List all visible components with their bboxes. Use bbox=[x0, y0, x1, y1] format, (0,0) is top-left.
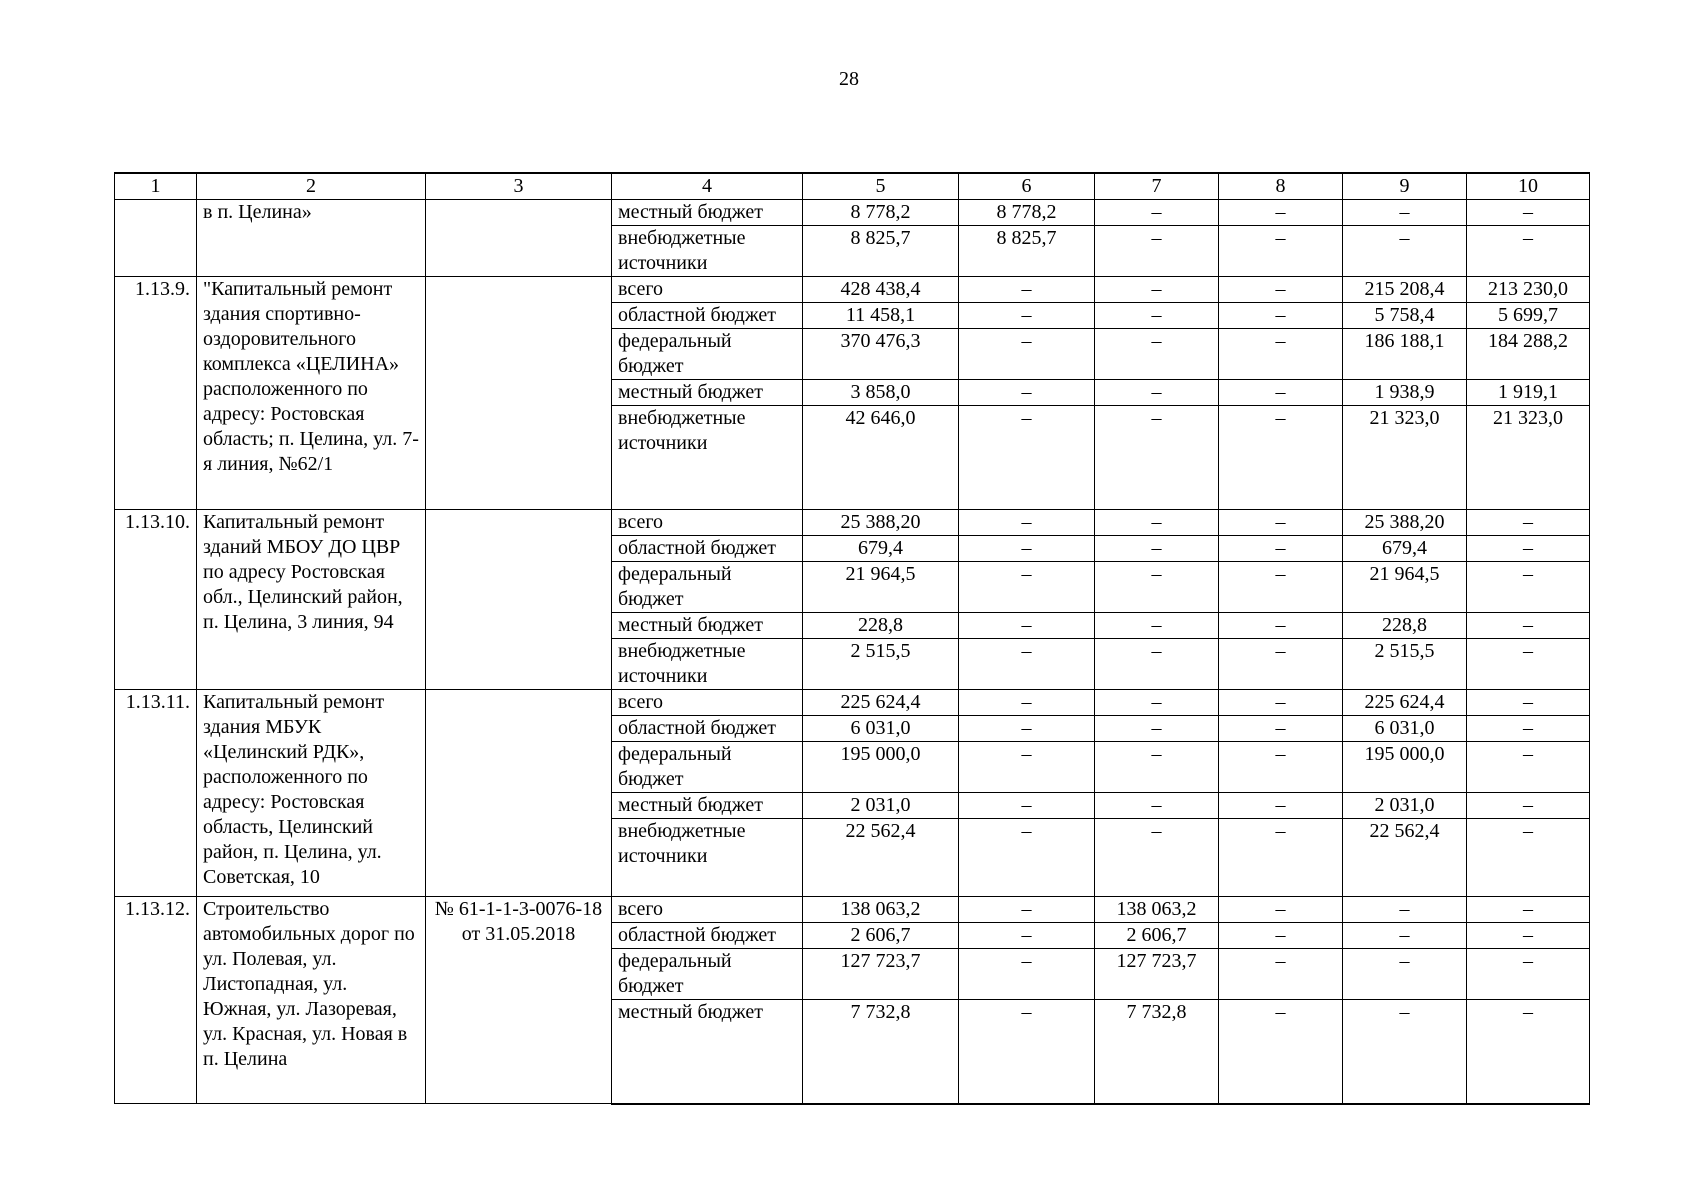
value-cell: 22 562,4 bbox=[1343, 819, 1467, 897]
value-cell: 2 515,5 bbox=[803, 639, 959, 690]
value-cell: – bbox=[1343, 897, 1467, 923]
source-cell: федеральный бюджет bbox=[612, 742, 803, 793]
value-cell: – bbox=[1219, 303, 1343, 329]
value-cell: 21 323,0 bbox=[1467, 406, 1590, 510]
value-cell: – bbox=[959, 277, 1095, 303]
value-cell: 370 476,3 bbox=[803, 329, 959, 380]
value-cell: 8 825,7 bbox=[803, 226, 959, 277]
value-cell: 2 606,7 bbox=[1095, 923, 1219, 949]
header-row bbox=[115, 173, 1590, 200]
item-code: 1.13.12. bbox=[115, 897, 197, 1104]
value-cell: – bbox=[1095, 716, 1219, 742]
source-cell: федеральный бюджет bbox=[612, 329, 803, 380]
value-cell: – bbox=[1219, 923, 1343, 949]
value-cell: – bbox=[1467, 716, 1590, 742]
item-name: Строительство автомобильных дорог по ул. Полевая, ул. Листопадная, ул. Южная, ул. Лазоревая, ул. Красная, ул. Новая в п. Целина bbox=[197, 897, 426, 1104]
value-cell: – bbox=[1219, 510, 1343, 536]
value-cell: – bbox=[1095, 406, 1219, 510]
item-name: в п. Целина» bbox=[197, 200, 426, 277]
value-cell: – bbox=[1219, 949, 1343, 1000]
value-cell: 11 458,1 bbox=[803, 303, 959, 329]
header-cell: 8 bbox=[1219, 173, 1343, 200]
value-cell: 7 732,8 bbox=[803, 1000, 959, 1104]
table-row bbox=[115, 897, 1590, 923]
table-row bbox=[115, 277, 1590, 303]
value-cell: – bbox=[1467, 226, 1590, 277]
source-cell: внебюджетные источники bbox=[612, 406, 803, 510]
value-cell: – bbox=[1467, 613, 1590, 639]
value-cell: – bbox=[959, 303, 1095, 329]
source-cell: всего bbox=[612, 510, 803, 536]
budget-table bbox=[114, 172, 1590, 1105]
value-cell: – bbox=[1095, 380, 1219, 406]
item-doc bbox=[426, 510, 612, 690]
value-cell: – bbox=[959, 897, 1095, 923]
table-row bbox=[115, 510, 1590, 536]
value-cell: – bbox=[959, 742, 1095, 793]
value-cell: – bbox=[959, 562, 1095, 613]
source-cell: всего bbox=[612, 277, 803, 303]
page-number: 28 bbox=[839, 68, 859, 90]
value-cell: – bbox=[959, 613, 1095, 639]
value-cell: – bbox=[1467, 510, 1590, 536]
value-cell: – bbox=[959, 380, 1095, 406]
value-cell: 6 031,0 bbox=[1343, 716, 1467, 742]
value-cell: – bbox=[959, 819, 1095, 897]
value-cell: 679,4 bbox=[803, 536, 959, 562]
source-cell: всего bbox=[612, 690, 803, 716]
value-cell: – bbox=[1219, 406, 1343, 510]
value-cell: – bbox=[1095, 742, 1219, 793]
item-doc bbox=[426, 690, 612, 897]
value-cell: 228,8 bbox=[803, 613, 959, 639]
value-cell: – bbox=[1219, 226, 1343, 277]
value-cell: – bbox=[1095, 329, 1219, 380]
value-cell: 184 288,2 bbox=[1467, 329, 1590, 380]
value-cell: – bbox=[1219, 277, 1343, 303]
value-cell: 2 515,5 bbox=[1343, 639, 1467, 690]
value-cell: 127 723,7 bbox=[803, 949, 959, 1000]
value-cell: – bbox=[959, 1000, 1095, 1104]
value-cell: – bbox=[1467, 562, 1590, 613]
value-cell: – bbox=[1467, 536, 1590, 562]
item-code: 1.13.9. bbox=[115, 277, 197, 510]
value-cell: 5 699,7 bbox=[1467, 303, 1590, 329]
value-cell: – bbox=[959, 639, 1095, 690]
source-cell: внебюджетные источники bbox=[612, 819, 803, 897]
value-cell: 8 778,2 bbox=[803, 200, 959, 226]
value-cell: – bbox=[959, 690, 1095, 716]
value-cell: 8 778,2 bbox=[959, 200, 1095, 226]
source-cell: местный бюджет bbox=[612, 380, 803, 406]
value-cell: – bbox=[1219, 380, 1343, 406]
value-cell: 138 063,2 bbox=[803, 897, 959, 923]
value-cell: – bbox=[1343, 200, 1467, 226]
header-cell: 5 bbox=[803, 173, 959, 200]
value-cell: 228,8 bbox=[1343, 613, 1467, 639]
item-code: 1.13.11. bbox=[115, 690, 197, 897]
source-cell: местный бюджет bbox=[612, 793, 803, 819]
value-cell: – bbox=[959, 329, 1095, 380]
value-cell: – bbox=[1467, 897, 1590, 923]
source-cell: внебюджетные источники bbox=[612, 639, 803, 690]
value-cell: – bbox=[1095, 226, 1219, 277]
item-name: Капитальный ремонт зданий МБОУ ДО ЦВР по адресу Ростовская обл., Целинский район, п. Целина, 3 линия, 94 bbox=[197, 510, 426, 690]
value-cell: – bbox=[959, 536, 1095, 562]
source-cell: областной бюджет bbox=[612, 923, 803, 949]
value-cell: – bbox=[959, 793, 1095, 819]
value-cell: 186 188,1 bbox=[1343, 329, 1467, 380]
value-cell: – bbox=[959, 716, 1095, 742]
value-cell: – bbox=[1219, 1000, 1343, 1104]
value-cell: 2 031,0 bbox=[803, 793, 959, 819]
value-cell: – bbox=[1343, 226, 1467, 277]
value-cell: 25 388,20 bbox=[1343, 510, 1467, 536]
item-doc bbox=[426, 277, 612, 510]
value-cell: – bbox=[1467, 690, 1590, 716]
value-cell: 195 000,0 bbox=[803, 742, 959, 793]
value-cell: 21 323,0 bbox=[1343, 406, 1467, 510]
table-row bbox=[115, 200, 1590, 226]
value-cell: 22 562,4 bbox=[803, 819, 959, 897]
value-cell: – bbox=[959, 923, 1095, 949]
value-cell: 25 388,20 bbox=[803, 510, 959, 536]
value-cell: – bbox=[959, 949, 1095, 1000]
value-cell: – bbox=[1095, 690, 1219, 716]
source-cell: внебюджетные источники bbox=[612, 226, 803, 277]
value-cell: 225 624,4 bbox=[803, 690, 959, 716]
item-doc bbox=[426, 200, 612, 277]
source-cell: областной бюджет bbox=[612, 536, 803, 562]
value-cell: – bbox=[1219, 536, 1343, 562]
source-cell: местный бюджет bbox=[612, 613, 803, 639]
value-cell: – bbox=[1343, 1000, 1467, 1104]
value-cell: 225 624,4 bbox=[1343, 690, 1467, 716]
item-code bbox=[115, 200, 197, 277]
header-cell: 9 bbox=[1343, 173, 1467, 200]
value-cell: – bbox=[1467, 793, 1590, 819]
value-cell: – bbox=[1095, 277, 1219, 303]
value-cell: 7 732,8 bbox=[1095, 1000, 1219, 1104]
value-cell: 21 964,5 bbox=[803, 562, 959, 613]
header-cell: 4 bbox=[612, 173, 803, 200]
value-cell: 1 919,1 bbox=[1467, 380, 1590, 406]
table-row bbox=[115, 690, 1590, 716]
value-cell: 138 063,2 bbox=[1095, 897, 1219, 923]
item-name: Капитальный ремонт здания МБУК «Целинский РДК», расположенного по адресу: Ростовская область, Целинский район, п. Целина, ул. Советская, 10 bbox=[197, 690, 426, 897]
item-doc: № 61-1-1-3-0076-18 от 31.05.2018 bbox=[426, 897, 612, 1104]
value-cell: 6 031,0 bbox=[803, 716, 959, 742]
value-cell: 679,4 bbox=[1343, 536, 1467, 562]
value-cell: – bbox=[1467, 200, 1590, 226]
value-cell: – bbox=[1219, 562, 1343, 613]
value-cell: – bbox=[1095, 510, 1219, 536]
value-cell: – bbox=[1219, 200, 1343, 226]
value-cell: – bbox=[1219, 819, 1343, 897]
value-cell: 213 230,0 bbox=[1467, 277, 1590, 303]
value-cell: – bbox=[1095, 793, 1219, 819]
header-cell: 3 bbox=[426, 173, 612, 200]
value-cell: – bbox=[1095, 536, 1219, 562]
value-cell: 2 031,0 bbox=[1343, 793, 1467, 819]
value-cell: – bbox=[959, 510, 1095, 536]
item-name: "Капитальный ремонт здания спортивно-оздоровительного комплекса «ЦЕЛИНА» расположенного по адресу: Ростовская область; п. Целина, ул. 7-я линия, №62/1 bbox=[197, 277, 426, 510]
value-cell: 5 758,4 bbox=[1343, 303, 1467, 329]
source-cell: всего bbox=[612, 897, 803, 923]
value-cell: – bbox=[1219, 897, 1343, 923]
value-cell: – bbox=[1219, 329, 1343, 380]
value-cell: – bbox=[1095, 639, 1219, 690]
value-cell: – bbox=[1095, 819, 1219, 897]
value-cell: – bbox=[1467, 639, 1590, 690]
value-cell: 428 438,4 bbox=[803, 277, 959, 303]
value-cell: – bbox=[1467, 742, 1590, 793]
value-cell: 127 723,7 bbox=[1095, 949, 1219, 1000]
header-cell: 7 bbox=[1095, 173, 1219, 200]
value-cell: – bbox=[1343, 949, 1467, 1000]
source-cell: областной бюджет bbox=[612, 303, 803, 329]
value-cell: 3 858,0 bbox=[803, 380, 959, 406]
value-cell: – bbox=[1467, 949, 1590, 1000]
value-cell: – bbox=[1219, 639, 1343, 690]
value-cell: – bbox=[1467, 819, 1590, 897]
value-cell: – bbox=[1219, 793, 1343, 819]
value-cell: – bbox=[1467, 1000, 1590, 1104]
value-cell: – bbox=[1343, 923, 1467, 949]
item-code: 1.13.10. bbox=[115, 510, 197, 690]
header-cell: 2 bbox=[197, 173, 426, 200]
value-cell: – bbox=[1095, 200, 1219, 226]
source-cell: федеральный бюджет bbox=[612, 949, 803, 1000]
header-cell: 1 bbox=[115, 173, 197, 200]
value-cell: – bbox=[1095, 613, 1219, 639]
value-cell: – bbox=[959, 406, 1095, 510]
header-cell: 10 bbox=[1467, 173, 1590, 200]
source-cell: местный бюджет bbox=[612, 200, 803, 226]
value-cell: 42 646,0 bbox=[803, 406, 959, 510]
value-cell: 8 825,7 bbox=[959, 226, 1095, 277]
value-cell: 195 000,0 bbox=[1343, 742, 1467, 793]
value-cell: 215 208,4 bbox=[1343, 277, 1467, 303]
value-cell: 21 964,5 bbox=[1343, 562, 1467, 613]
source-cell: местный бюджет bbox=[612, 1000, 803, 1104]
value-cell: – bbox=[1095, 303, 1219, 329]
value-cell: – bbox=[1219, 613, 1343, 639]
value-cell: – bbox=[1095, 562, 1219, 613]
header-cell: 6 bbox=[959, 173, 1095, 200]
value-cell: 1 938,9 bbox=[1343, 380, 1467, 406]
value-cell: – bbox=[1219, 716, 1343, 742]
source-cell: областной бюджет bbox=[612, 716, 803, 742]
value-cell: – bbox=[1467, 923, 1590, 949]
value-cell: 2 606,7 bbox=[803, 923, 959, 949]
value-cell: – bbox=[1219, 690, 1343, 716]
source-cell: федеральный бюджет bbox=[612, 562, 803, 613]
value-cell: – bbox=[1219, 742, 1343, 793]
